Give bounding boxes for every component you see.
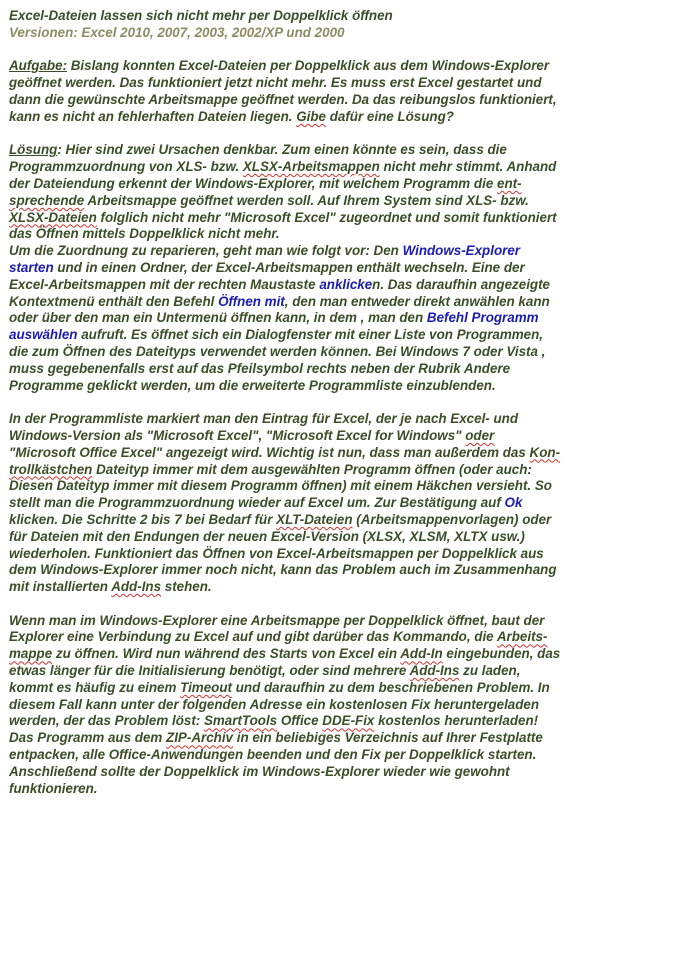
paragraph-text: (Arbeitsmappenvorlagen) oder für Dateien mit den Endungen der neuen Excel-Version (XLSX, XLSM, XLTX usw.) wiederholen. Funktioniert das Öffnen von Excel-Arbeitsmappen per Doppelklick aus dem Windows-Explorer immer noch nicht, kann das Problem auch im Zusammenhang mit installierten: [9, 511, 557, 595]
anklicken-link[interactable]: anklicke: [319, 276, 373, 292]
paragraph-text: In der Programmliste markiert man den Eintrag für Excel, der je nach Excel- und Windows-Version als "Microsoft Excel", "Microsoft Excel for Windows": [9, 411, 519, 443]
paragraph-text: Dateityp immer mit dem ausgewählten Programm öffnen (oder auch: Diesen Dateityp immer mit diesem Programm öffnen) mit einem Häkchen versieht. So stellt man die Programmzuordnung wieder auf Excel um. Zur Bestätigung auf: [9, 461, 552, 511]
paragraph-text: kostenlos herunterladen! Das Programm aus dem: [9, 713, 539, 746]
paragraph-gap: [9, 596, 624, 613]
paragraph-text: zu öffnen. Wird nun während des Starts von Excel ein: [52, 646, 401, 662]
solution-text: folglich nicht mehr "Microsoft Excel" zugeordnet und somit funktioniert das Öffnen mittels Doppelklick nicht mehr. Um die Zuordnung zu reparieren, geht man wie folgt vor: Den: [9, 209, 557, 259]
spelling-flag-word: Timeout: [180, 679, 232, 695]
solution-text: , den man entweder direkt anwählen kann oder über den man ein Untermenü öffnen kann, in dem , man den: [9, 293, 550, 326]
spelling-flag-word: Gibe: [296, 108, 326, 124]
spelling-flag-word: XLSX-Arbeitsmappen: [242, 159, 380, 175]
document-body: [9, 8, 624, 797]
task-paragraph: [9, 58, 624, 125]
addin-paragraph: [9, 613, 624, 798]
solution-text: aufruft. Es öffnet sich ein Dialogfenster mit einer Liste von Programmen, die zum Öffnen des Dateityps verwendet werden können. Bei Windows 7 oder Vista , muss gegebenenfalls erst auf das Pfeilsymbol rechts neben der Rubrik Andere Programme geklickt werden, um die erweiterte Programmliste einzublenden.: [9, 327, 546, 393]
spelling-flag-word: Add-Ins: [409, 663, 460, 679]
solution-text: nicht mehr stimmt. Anhand der Dateiendung erkennt der Windows-Explorer, mit welchem Programm die: [9, 159, 557, 191]
paragraph-text: und daraufhin zu dem beschriebenen Problem. In diesem Fall kann unter der folgenden Adresse ein kostenlosen Fix heruntergeladen werden, der das Problem löst:: [9, 679, 550, 729]
paragraph-text: klicken. Die Schritte 2 bis 7 bei Bedarf für: [9, 511, 273, 527]
task-text: dafür eine Lösung?: [326, 108, 454, 124]
spelling-flag-word: trollkästchen: [9, 461, 93, 477]
document-subtitle: Versionen: Excel 2010, 2007, 2003, 2002/XP und 2000: [9, 24, 345, 40]
program-list-paragraph: [9, 411, 624, 596]
paragraph-text: eingebunden, das etwas länger für die Initialisierung benötigt, oder sind mehrere: [9, 646, 561, 679]
paragraph-text: "Microsoft Office Excel" angezeigt wird. Wichtig ist nun, dass man außerdem das: [9, 444, 526, 460]
solution-text: und in einen Ordner, der Excel-Arbeitsmappen enthält wechseln. Eine der Excel-Arbeitsmappen mit der rechten Maustaste: [9, 259, 525, 292]
paragraph-text: zu laden, kommt es häufig zu einem: [9, 663, 521, 695]
ok-link[interactable]: Ok: [504, 495, 523, 511]
spelling-flag-word: Add-Ins: [111, 579, 162, 595]
spelling-flag-word: sprechende: [9, 192, 85, 208]
paragraph-gap: [9, 42, 624, 59]
spelling-flag-word: DDE-Fix: [322, 713, 375, 729]
spelling-flag-word: XLT-Dateien: [276, 511, 353, 527]
task-label: Aufgabe:: [9, 58, 68, 74]
solution-text: n. Das daraufhin angezeigte Kontextmenü enthält den Befehl: [9, 276, 551, 309]
spelling-flag-word: Add-In: [400, 646, 443, 662]
paragraph-text: in ein beliebiges Verzeichnis auf Ihrer Festplatte entpacken, alle Office-Anwendungen beenden und den Fix per Doppelklick starten. Anschließend sollte der Doppelklick im Windows-Explorer wieder wie gewohnt funktionieren.: [9, 730, 543, 796]
spelling-flag-word: Kon-: [529, 444, 561, 460]
spelling-flag-word: ent-: [497, 175, 522, 191]
document-title: Excel-Dateien lassen sich nicht mehr per Doppelklick öffnen: [9, 8, 393, 23]
spelling-flag-word: oder: [465, 427, 495, 443]
spelling-flag-word: SmartTools: [203, 713, 278, 729]
paragraph-gap: [9, 394, 624, 411]
spelling-flag-word: ZIP-Archiv: [166, 730, 233, 746]
spelling-flag-word: Arbeits-: [496, 629, 548, 645]
spelling-flag-word: XLSX-Dateien: [9, 209, 97, 225]
paragraph-text: Wenn man im Windows-Explorer eine Arbeitsmappe per Doppelklick öffnet, baut der Explorer eine Verbindung zu Excel auf und gibt darüber das Kommando, die: [9, 612, 545, 645]
solution-paragraph: [9, 142, 624, 394]
windows-explorer-link[interactable]: Windows-Explorer starten: [9, 243, 521, 275]
spelling-flag-word: mappe: [9, 646, 53, 662]
paragraph-text: stehen.: [161, 579, 212, 595]
solution-text: Arbeitsmappe geöffnet werden soll. Auf Ihrem System sind XLS- bzw.: [87, 192, 529, 208]
solution-label: Lösung: [9, 142, 58, 158]
paragraph-text: Office: [277, 713, 323, 729]
paragraph-gap: [9, 126, 624, 143]
task-text: Bislang konnten Excel-Dateien per Doppelklick aus dem Windows-Explorer geöffnet werden. Das funktioniert jetzt nicht mehr. Es muss erst Excel gestartet und dann die gewünschte Arbeitsmappe geöffnet werden. Da das reibungslos funktioniert, kann es nicht an fehlerhaften Dateien liegen.: [9, 58, 557, 124]
befehl-programm-link[interactable]: Befehl Programm auswählen: [9, 310, 539, 343]
solution-text: : Hier sind zwei Ursachen denkbar. Zum einen könnte es sein, dass die Programmzuordnung von XLS- bzw.: [9, 142, 507, 175]
oeffnen-mit-link[interactable]: Öffnen mit: [218, 293, 285, 309]
